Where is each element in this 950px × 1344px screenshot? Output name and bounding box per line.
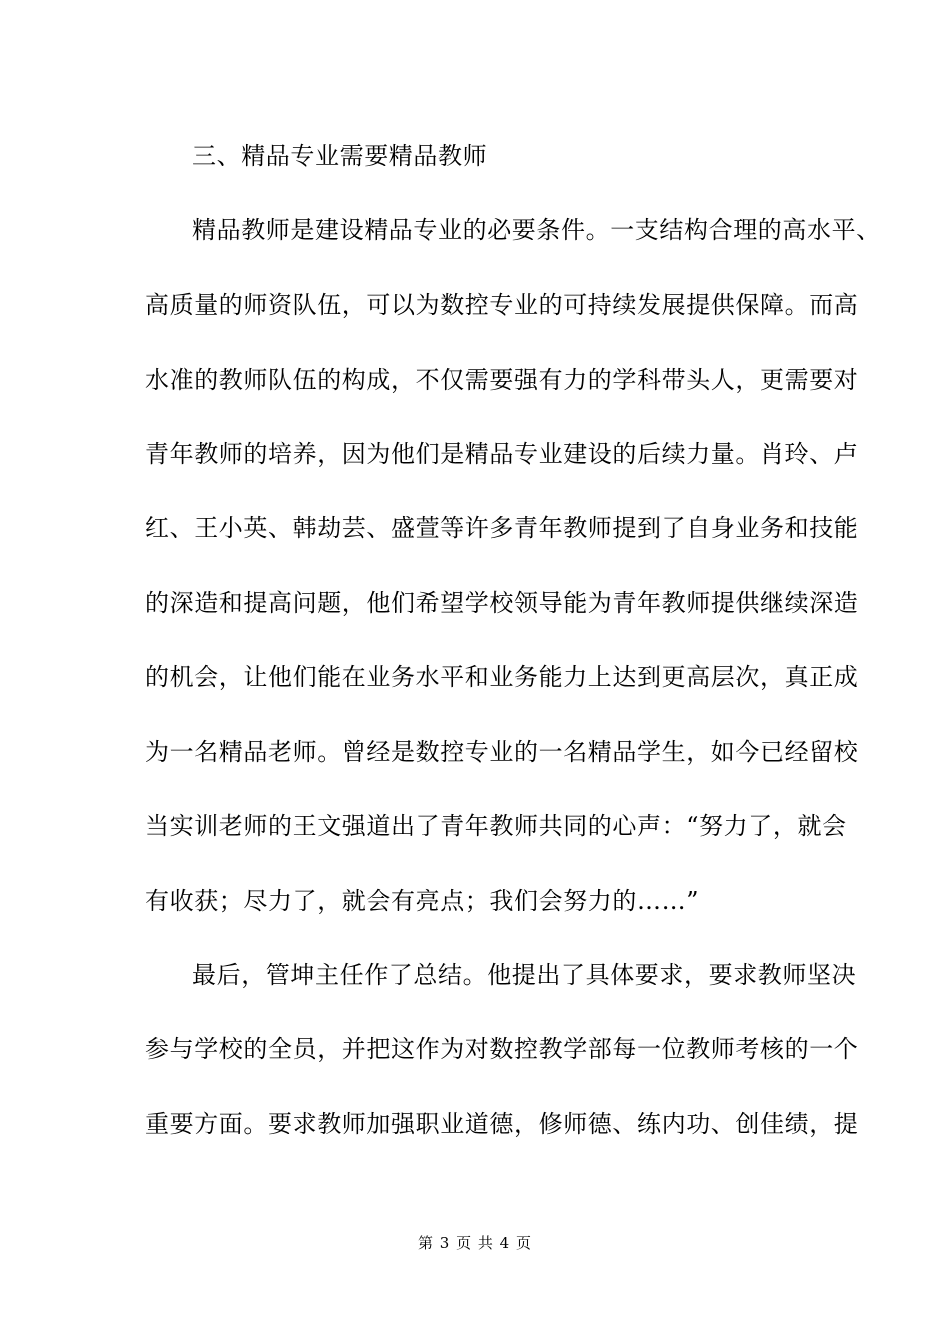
paragraph-line: 青年教师的培养，因为他们是精品专业建设的后续力量。肖玲、卢 <box>145 440 859 468</box>
paragraph-line: 最后，管坤主任作了总结。他提出了具体要求，要求教师坚决 <box>192 961 857 989</box>
page-number-footer: 第 3 页 共 4 页 <box>418 1234 532 1252</box>
paragraph-line: 高质量的师资队伍，可以为数控专业的可持续发展提供保障。而高 <box>145 291 859 319</box>
paragraph-line: 精品教师是建设精品专业的必要条件。一支结构合理的高水平、 <box>192 216 881 244</box>
paragraph-line: 重要方面。要求教师加强职业道德，修师德、练内功、创佳绩，提 <box>145 1110 859 1138</box>
paragraph-line: 为一名精品老师。曾经是数控专业的一名精品学生，如今已经留校 <box>145 738 859 766</box>
paragraph-line: 参与学校的全员，并把这作为对数控教学部每一位教师考核的一个 <box>145 1035 859 1063</box>
section-heading: 三、精品专业需要精品教师 <box>192 142 488 170</box>
paragraph-line: 水准的教师队伍的构成，不仅需要强有力的学科带头人，更需要对 <box>145 366 859 394</box>
paragraph-line: 有收获；尽力了，就会有亮点；我们会努力的……” <box>145 887 700 915</box>
paragraph-line: 的机会，让他们能在业务水平和业务能力上达到更高层次，真正成 <box>145 663 859 691</box>
paragraph-line: 红、王小英、韩劫芸、盛萱等许多青年教师提到了自身业务和技能 <box>145 514 859 542</box>
paragraph-line: 当实训老师的王文强道出了青年教师共同的心声：“努力了，就会 <box>145 812 847 840</box>
paragraph-line: 的深造和提高问题，他们希望学校领导能为青年教师提供继续深造 <box>145 589 859 617</box>
